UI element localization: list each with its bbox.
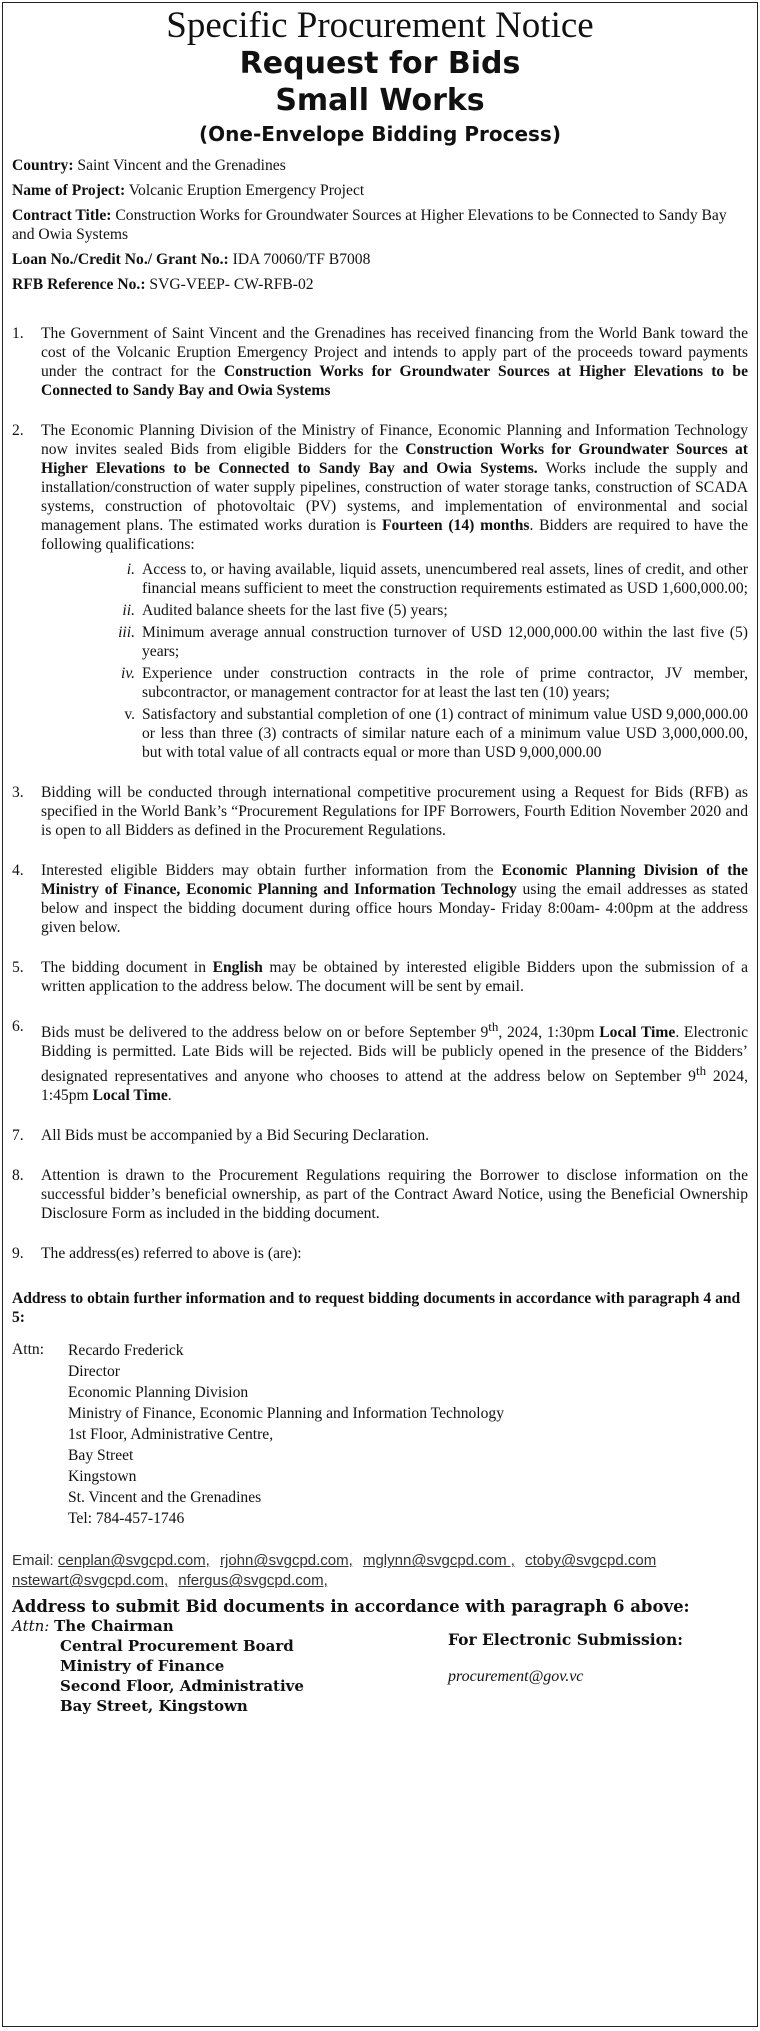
address-line: Recardo Frederick [68,1342,184,1360]
notice-subtitle-process: (One-Envelope Bidding Process) [199,122,561,146]
paragraph-7: 7. All Bids must be accompanied by a Bid Securing Declaration. [12,1127,430,1145]
info-address-block [12,1340,748,1529]
meta-country: Country: Saint Vincent and the Grenadines [12,157,286,174]
project-metadata [12,156,748,294]
email-link[interactable]: nstewart@svgcpd.com, [12,1572,169,1590]
paragraph-1: 1. The Government of Saint Vincent and the Grenadines has received financing from the World Bank toward the cost of the Volcanic Eruption Emergency Project and intends to apply part of the proceeds toward payments under the contract for the Construction Works for Groundwater Sources at Higher Elevations to be Connected to Sandy Bay and Owia Systems [12,325,748,399]
paragraph-2: 2. The Economic Planning Division of the Ministry of Finance, Economic Planning and Information Technology now invites sealed Bids from eligible Bidders for the Construction Works for Groundwater Sources at Higher Elevations to be Connected to Sandy Bay and Owia Systems. Works include the supply and installation/construction of water supply pipelines, construction of water storage tanks, construction of SCADA systems, construction of photovoltaic (PV) systems, and implementation of environmental and social management plans. The estimated works duration is Fourteen (14) months. Bidders are required to have the following qualifications: i. Access to, or having available, liquid assets, unencumbered real assets, lines of credit, and other financial means sufficient to meet the construction requirements estimated as USD 1,600,000.00; ii. Audited balance sheets for the last five (5) years; iii. Minimum average annual construction turnover of USD 12,000,000.00 within the last five (5) years; iv. Experience under construction contracts in the role of prime contractor, JV member, subcontractor, or management contractor for at least the last ten (10) years; v. Satisfactory and substantial completion of one (1) contract of minimum value USD 9,000,000.00 or less than three (3) contracts of similar nature each of a minimum value USD 3,000,000.00, but with total value of all contracts equal or more than USD 9,000,000.00 [12,422,749,761]
notice-paragraphs [12,324,748,1263]
address-line: Bay Street [68,1447,134,1465]
attn-label: Attn: [12,1617,50,1636]
submit-address-block: Attn: The Chairman Central Procurement Board Ministry of Finance Second Floor, Administrative Bay Street, Kingstown For Electronic Submission: procurement@gov.vc [12,1616,748,1716]
paragraph-5: 5. The bidding document in English may be obtained by interested eligible Bidders upon the submission of a written application to the address below. The document will be sent by email. [12,959,749,995]
paragraph-6: 6. Bids must be delivered to the address below on or before September 9th, 2024, 1:30pm Local Time. Electronic Bidding is permitted. Late Bids will be rejected. Bids will be publicly opened in the presence of the Bidders’ designated representatives and anyone who chooses to attend at the address below on September 9th 2024, 1:45pm Local Time. [12,1018,749,1105]
meta-loan-number: Loan No./Credit No./ Grant No.: IDA 70060/TF B7008 [12,251,371,268]
address-phone: Tel: 784-457-1746 [68,1510,185,1528]
address-line: Director [68,1363,120,1381]
notice-subtitle-works: Small Works [275,83,485,118]
email-label: Email: [12,1552,54,1570]
qualification-item: iv. Experience under construction contracts in the role of prime contractor, JV member, subcontractor, or management contractor for at least the last ten (10) years; [121,665,748,701]
email-list [12,1551,748,1591]
address-line: Ministry of Finance, Economic Planning and Information Technology [68,1405,505,1423]
attn-label: Attn: [12,1341,45,1359]
qualification-item: iii. Minimum average annual construction turnover of USD 12,000,000.00 within the last five (5) years; [118,624,748,660]
address-line: Economic Planning Division [68,1384,249,1402]
paragraph-4: 4. Interested eligible Bidders may obtain further information from the Economic Planning Division of the Ministry of Finance, Economic Planning and Information Technology using the email addresses as stated below and inspect the bidding document during office hours Monday- Friday 8:00am- 4:00pm at the address given below. [12,862,748,936]
email-link[interactable]: cenplan@svgcpd.com, [57,1552,210,1570]
meta-project: Name of Project: Volcanic Eruption Emergency Project [12,182,365,199]
procurement-notice [2,2,758,2027]
qualification-item: ii. Audited balance sheets for the last five (5) years; [122,602,448,619]
qualification-list [41,560,748,762]
notice-subtitle-rfb: Request for Bids [239,46,521,81]
paragraph-8: 8. Attention is drawn to the Procurement Regulations requiring the Borrower to disclose information on the successful bidder’s beneficial ownership, as part of the Contract Award Notice, using the Beneficial Ownership Disclosure Form as included in the bidding document. [12,1167,748,1223]
paragraph-9: 9. The address(es) referred to above is (are): [12,1245,302,1263]
qualification-item: v. Satisfactory and substantial completion of one (1) contract of minimum value USD 9,000,000.00 or less than three (3) contracts of similar nature each of a minimum value USD 3,000,000.00, but with total value of all contracts equal or more than USD 9,000,000.00 [124,706,748,761]
notice-title: Specific Procurement Notice [166,5,594,46]
email-link[interactable]: ctoby@svgcpd.com [525,1552,657,1570]
meta-rfb-reference: RFB Reference No.: SVG-VEEP- CW-RFB-02 [12,276,314,293]
info-address-heading: Address to obtain further information and to request bidding documents in accordance with paragraph 4 and 5: [12,1290,741,1327]
address-line: St. Vincent and the Grenadines [68,1489,262,1507]
qualification-item: i. Access to, or having available, liquid assets, unencumbered real assets, lines of credit, and other financial means sufficient to meet the construction requirements estimated as USD 1,600,000.00; [126,561,748,597]
electronic-submission-email[interactable]: procurement@gov.vc [448,1668,584,1686]
email-link[interactable]: rjohn@svgcpd.com, [220,1552,353,1570]
address-line: 1st Floor, Administrative Centre, [68,1426,274,1444]
address-line: Kingstown [68,1468,137,1486]
email-link[interactable]: nfergus@svgcpd.com, [178,1572,328,1590]
meta-contract-title: Contract Title: Construction Works for Groundwater Sources at Higher Elevations to be Connected to Sandy Bay and Owia Systems [12,207,727,243]
email-link[interactable]: mglynn@svgcpd.com , [362,1552,515,1570]
submit-address-heading: Address to submit Bid documents in accordance with paragraph 6 above: [12,1597,690,1617]
electronic-submission [448,1616,748,1716]
paragraph-3: 3. Bidding will be conducted through international competitive procurement using a Request for Bids (RFB) as specified in the World Bank’s “Procurement Regulations for IPF Borrowers, Fourth Edition November 2020 and is open to all Bidders as defined in the Procurement Regulations. [12,784,748,839]
electronic-submission-heading: For Electronic Submission: [448,1630,683,1650]
